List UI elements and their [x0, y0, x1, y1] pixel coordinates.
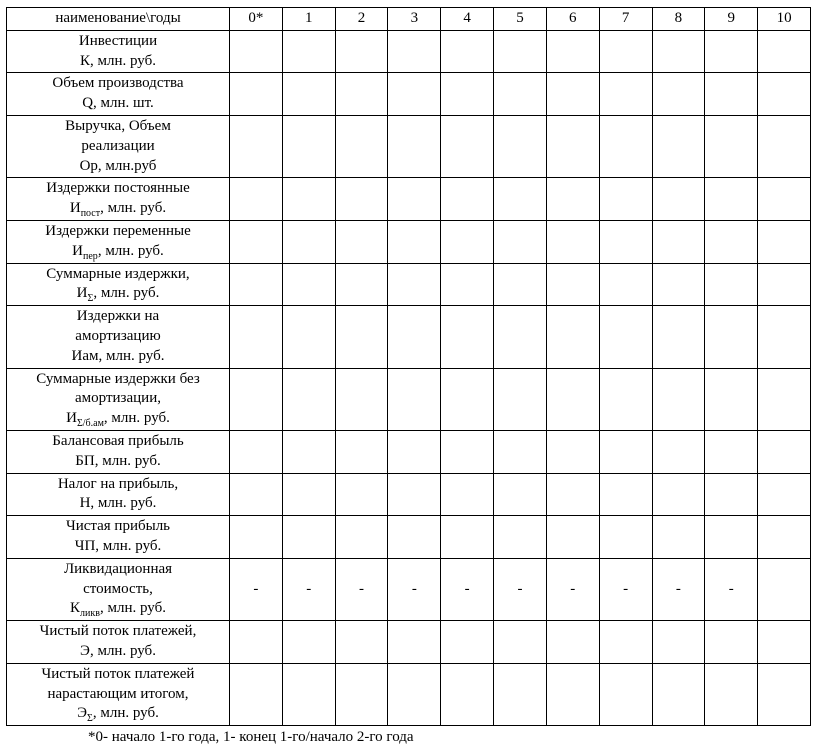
year-value-cell	[546, 663, 599, 725]
year-value-cell	[441, 368, 494, 430]
header-cell-year-9: 9	[705, 8, 758, 31]
row-label: Издержки переменные $И_{пер}$, млн. руб.	[7, 220, 230, 263]
year-value-cell	[546, 115, 599, 177]
year-value-cell	[652, 306, 705, 368]
year-value-cell: -	[282, 558, 335, 620]
year-value-cell	[546, 621, 599, 664]
table-row	[7, 558, 811, 620]
header-cell-name-years: наименование\годы	[7, 8, 230, 31]
year-value-cell	[388, 30, 441, 73]
year-value-cell	[282, 368, 335, 430]
year-value-cell	[546, 73, 599, 116]
year-value-cell	[388, 178, 441, 221]
year-value-cell	[546, 306, 599, 368]
header-cell-year-1: 1	[282, 8, 335, 31]
row-label: Налог на прибыль, Н, млн. руб.	[7, 473, 230, 516]
year-value-cell	[494, 263, 547, 306]
year-value-cell	[388, 473, 441, 516]
year-value-cell	[282, 178, 335, 221]
year-value-cell	[441, 430, 494, 473]
row-label: Издержки постоянные $И_{пост}$, млн. руб.	[7, 178, 230, 221]
year-value-cell	[705, 430, 758, 473]
year-value-cell	[282, 473, 335, 516]
year-value-cell	[758, 516, 811, 559]
year-value-cell	[758, 663, 811, 725]
year-value-cell	[546, 368, 599, 430]
year-value-cell	[335, 368, 388, 430]
year-value-cell	[335, 516, 388, 559]
year-value-cell	[758, 368, 811, 430]
year-value-cell	[388, 115, 441, 177]
year-value-cell	[758, 30, 811, 73]
year-value-cell	[335, 220, 388, 263]
year-value-cell	[652, 368, 705, 430]
row-label: Объем производства Q, млн. шт.	[7, 73, 230, 116]
header-cell-year-0: 0*	[230, 8, 283, 31]
year-value-cell	[546, 430, 599, 473]
year-value-cell	[652, 178, 705, 221]
year-value-cell	[705, 30, 758, 73]
year-value-cell	[599, 306, 652, 368]
year-value-cell	[282, 115, 335, 177]
year-value-cell	[652, 473, 705, 516]
row-label: Выручка, Объем реализации Ор, млн.руб	[7, 115, 230, 177]
year-value-cell	[705, 473, 758, 516]
year-value-cell	[230, 368, 283, 430]
year-value-cell	[282, 30, 335, 73]
table-row	[7, 220, 811, 263]
year-value-cell	[599, 473, 652, 516]
row-label: Чистая прибыль ЧП, млн. руб.	[7, 516, 230, 559]
year-value-cell	[705, 220, 758, 263]
year-value-cell	[441, 473, 494, 516]
year-value-cell	[335, 430, 388, 473]
year-value-cell	[335, 306, 388, 368]
year-value-cell	[705, 368, 758, 430]
year-value-cell	[652, 663, 705, 725]
year-value-cell	[282, 663, 335, 725]
year-value-cell	[494, 516, 547, 559]
year-value-cell	[230, 516, 283, 559]
header-cell-year-7: 7	[599, 8, 652, 31]
year-value-cell: -	[652, 558, 705, 620]
year-value-cell	[230, 263, 283, 306]
year-value-cell	[282, 430, 335, 473]
row-label: Чистый поток платежей, Э, млн. руб.	[7, 621, 230, 664]
year-value-cell	[494, 430, 547, 473]
year-value-cell	[388, 663, 441, 725]
year-value-cell	[494, 220, 547, 263]
year-value-cell	[282, 73, 335, 116]
table-row	[7, 368, 811, 430]
table-row	[7, 516, 811, 559]
year-value-cell	[652, 73, 705, 116]
year-value-cell	[282, 306, 335, 368]
year-value-cell	[652, 621, 705, 664]
year-value-cell	[599, 263, 652, 306]
year-value-cell	[230, 30, 283, 73]
row-label: Издержки на амортизацию Иам, млн. руб.	[7, 306, 230, 368]
year-value-cell	[546, 473, 599, 516]
year-value-cell	[230, 73, 283, 116]
year-value-cell	[546, 178, 599, 221]
year-value-cell	[705, 663, 758, 725]
year-value-cell	[441, 178, 494, 221]
year-value-cell	[652, 115, 705, 177]
year-value-cell	[230, 430, 283, 473]
year-value-cell: -	[230, 558, 283, 620]
year-value-cell	[388, 263, 441, 306]
year-value-cell	[758, 621, 811, 664]
table-row	[7, 663, 811, 725]
table-row	[7, 306, 811, 368]
year-value-cell	[599, 30, 652, 73]
year-value-cell	[335, 663, 388, 725]
header-cell-year-10: 10	[758, 8, 811, 31]
year-value-cell: -	[705, 558, 758, 620]
table-header-row	[7, 8, 811, 31]
year-value-cell	[441, 220, 494, 263]
table-row	[7, 30, 811, 73]
table-row	[7, 73, 811, 116]
header-cell-year-2: 2	[335, 8, 388, 31]
year-value-cell	[494, 115, 547, 177]
year-value-cell	[441, 516, 494, 559]
year-value-cell	[599, 663, 652, 725]
footnote: *0- начало 1-го года, 1- конец 1-го/начало 2-го года	[88, 729, 414, 746]
year-value-cell	[494, 73, 547, 116]
row-label: Инвестиции К, млн. руб.	[7, 30, 230, 73]
year-value-cell	[230, 115, 283, 177]
project-years-table	[6, 7, 811, 726]
year-value-cell	[705, 306, 758, 368]
row-label: Балансовая прибыль БП, млн. руб.	[7, 430, 230, 473]
year-value-cell	[758, 473, 811, 516]
table-row	[7, 263, 811, 306]
year-value-cell	[705, 263, 758, 306]
year-value-cell	[599, 368, 652, 430]
row-label: Ликвидационная стоимость, $К_{ликв}$, млн. руб.	[7, 558, 230, 620]
year-value-cell	[546, 30, 599, 73]
year-value-cell	[230, 178, 283, 221]
year-value-cell	[599, 516, 652, 559]
year-value-cell	[652, 220, 705, 263]
year-value-cell	[230, 306, 283, 368]
table-row	[7, 430, 811, 473]
year-value-cell	[230, 473, 283, 516]
year-value-cell	[758, 115, 811, 177]
year-value-cell	[441, 663, 494, 725]
year-value-cell	[705, 73, 758, 116]
header-cell-year-4: 4	[441, 8, 494, 31]
year-value-cell	[441, 306, 494, 368]
year-value-cell	[282, 516, 335, 559]
year-value-cell	[441, 115, 494, 177]
year-value-cell	[441, 73, 494, 116]
year-value-cell	[494, 306, 547, 368]
year-value-cell	[388, 621, 441, 664]
year-value-cell	[335, 621, 388, 664]
year-value-cell	[388, 306, 441, 368]
year-value-cell	[441, 30, 494, 73]
year-value-cell	[599, 115, 652, 177]
header-cell-year-3: 3	[388, 8, 441, 31]
header-cell-year-8: 8	[652, 8, 705, 31]
year-value-cell	[335, 115, 388, 177]
year-value-cell	[599, 220, 652, 263]
year-value-cell	[652, 516, 705, 559]
year-value-cell	[758, 306, 811, 368]
year-value-cell	[388, 73, 441, 116]
year-value-cell	[388, 368, 441, 430]
year-value-cell	[494, 621, 547, 664]
year-value-cell	[652, 263, 705, 306]
year-value-cell	[652, 430, 705, 473]
year-value-cell	[546, 220, 599, 263]
year-value-cell	[230, 663, 283, 725]
header-cell-year-5: 5	[494, 8, 547, 31]
row-label: Суммарные издержки без амортизации, $И_{\Sigma/б.ам}$, млн. руб.	[7, 368, 230, 430]
year-value-cell	[705, 115, 758, 177]
table-row	[7, 115, 811, 177]
year-value-cell	[494, 473, 547, 516]
year-value-cell	[494, 30, 547, 73]
year-value-cell	[335, 178, 388, 221]
year-value-cell	[282, 621, 335, 664]
year-value-cell: -	[546, 558, 599, 620]
year-value-cell	[758, 178, 811, 221]
year-value-cell	[546, 516, 599, 559]
year-value-cell	[546, 263, 599, 306]
year-value-cell	[758, 263, 811, 306]
year-value-cell	[441, 621, 494, 664]
year-value-cell	[599, 621, 652, 664]
year-value-cell	[230, 220, 283, 263]
year-value-cell	[494, 178, 547, 221]
year-value-cell	[758, 220, 811, 263]
row-label: Суммарные издержки, $И_\Sigma$, млн. руб.	[7, 263, 230, 306]
year-value-cell	[758, 430, 811, 473]
row-label: Чистый поток платежей нарастающим итогом, $Э_\Sigma$, млн. руб.	[7, 663, 230, 725]
year-value-cell	[388, 516, 441, 559]
header-cell-year-6: 6	[546, 8, 599, 31]
year-value-cell	[599, 430, 652, 473]
year-value-cell	[335, 473, 388, 516]
year-value-cell	[335, 263, 388, 306]
year-value-cell	[705, 621, 758, 664]
year-value-cell	[652, 30, 705, 73]
year-value-cell	[705, 516, 758, 559]
year-value-cell: -	[335, 558, 388, 620]
year-value-cell	[758, 73, 811, 116]
year-value-cell: -	[441, 558, 494, 620]
table-row	[7, 621, 811, 664]
year-value-cell: -	[599, 558, 652, 620]
year-value-cell	[758, 558, 811, 620]
year-value-cell	[230, 621, 283, 664]
year-value-cell	[705, 178, 758, 221]
year-value-cell	[494, 368, 547, 430]
year-value-cell: -	[494, 558, 547, 620]
year-value-cell	[388, 220, 441, 263]
year-value-cell	[335, 73, 388, 116]
year-value-cell	[335, 30, 388, 73]
table-row	[7, 178, 811, 221]
table-row	[7, 473, 811, 516]
year-value-cell	[388, 430, 441, 473]
year-value-cell	[599, 178, 652, 221]
year-value-cell	[282, 263, 335, 306]
year-value-cell	[441, 263, 494, 306]
year-value-cell	[599, 73, 652, 116]
year-value-cell	[494, 663, 547, 725]
year-value-cell: -	[388, 558, 441, 620]
year-value-cell	[282, 220, 335, 263]
